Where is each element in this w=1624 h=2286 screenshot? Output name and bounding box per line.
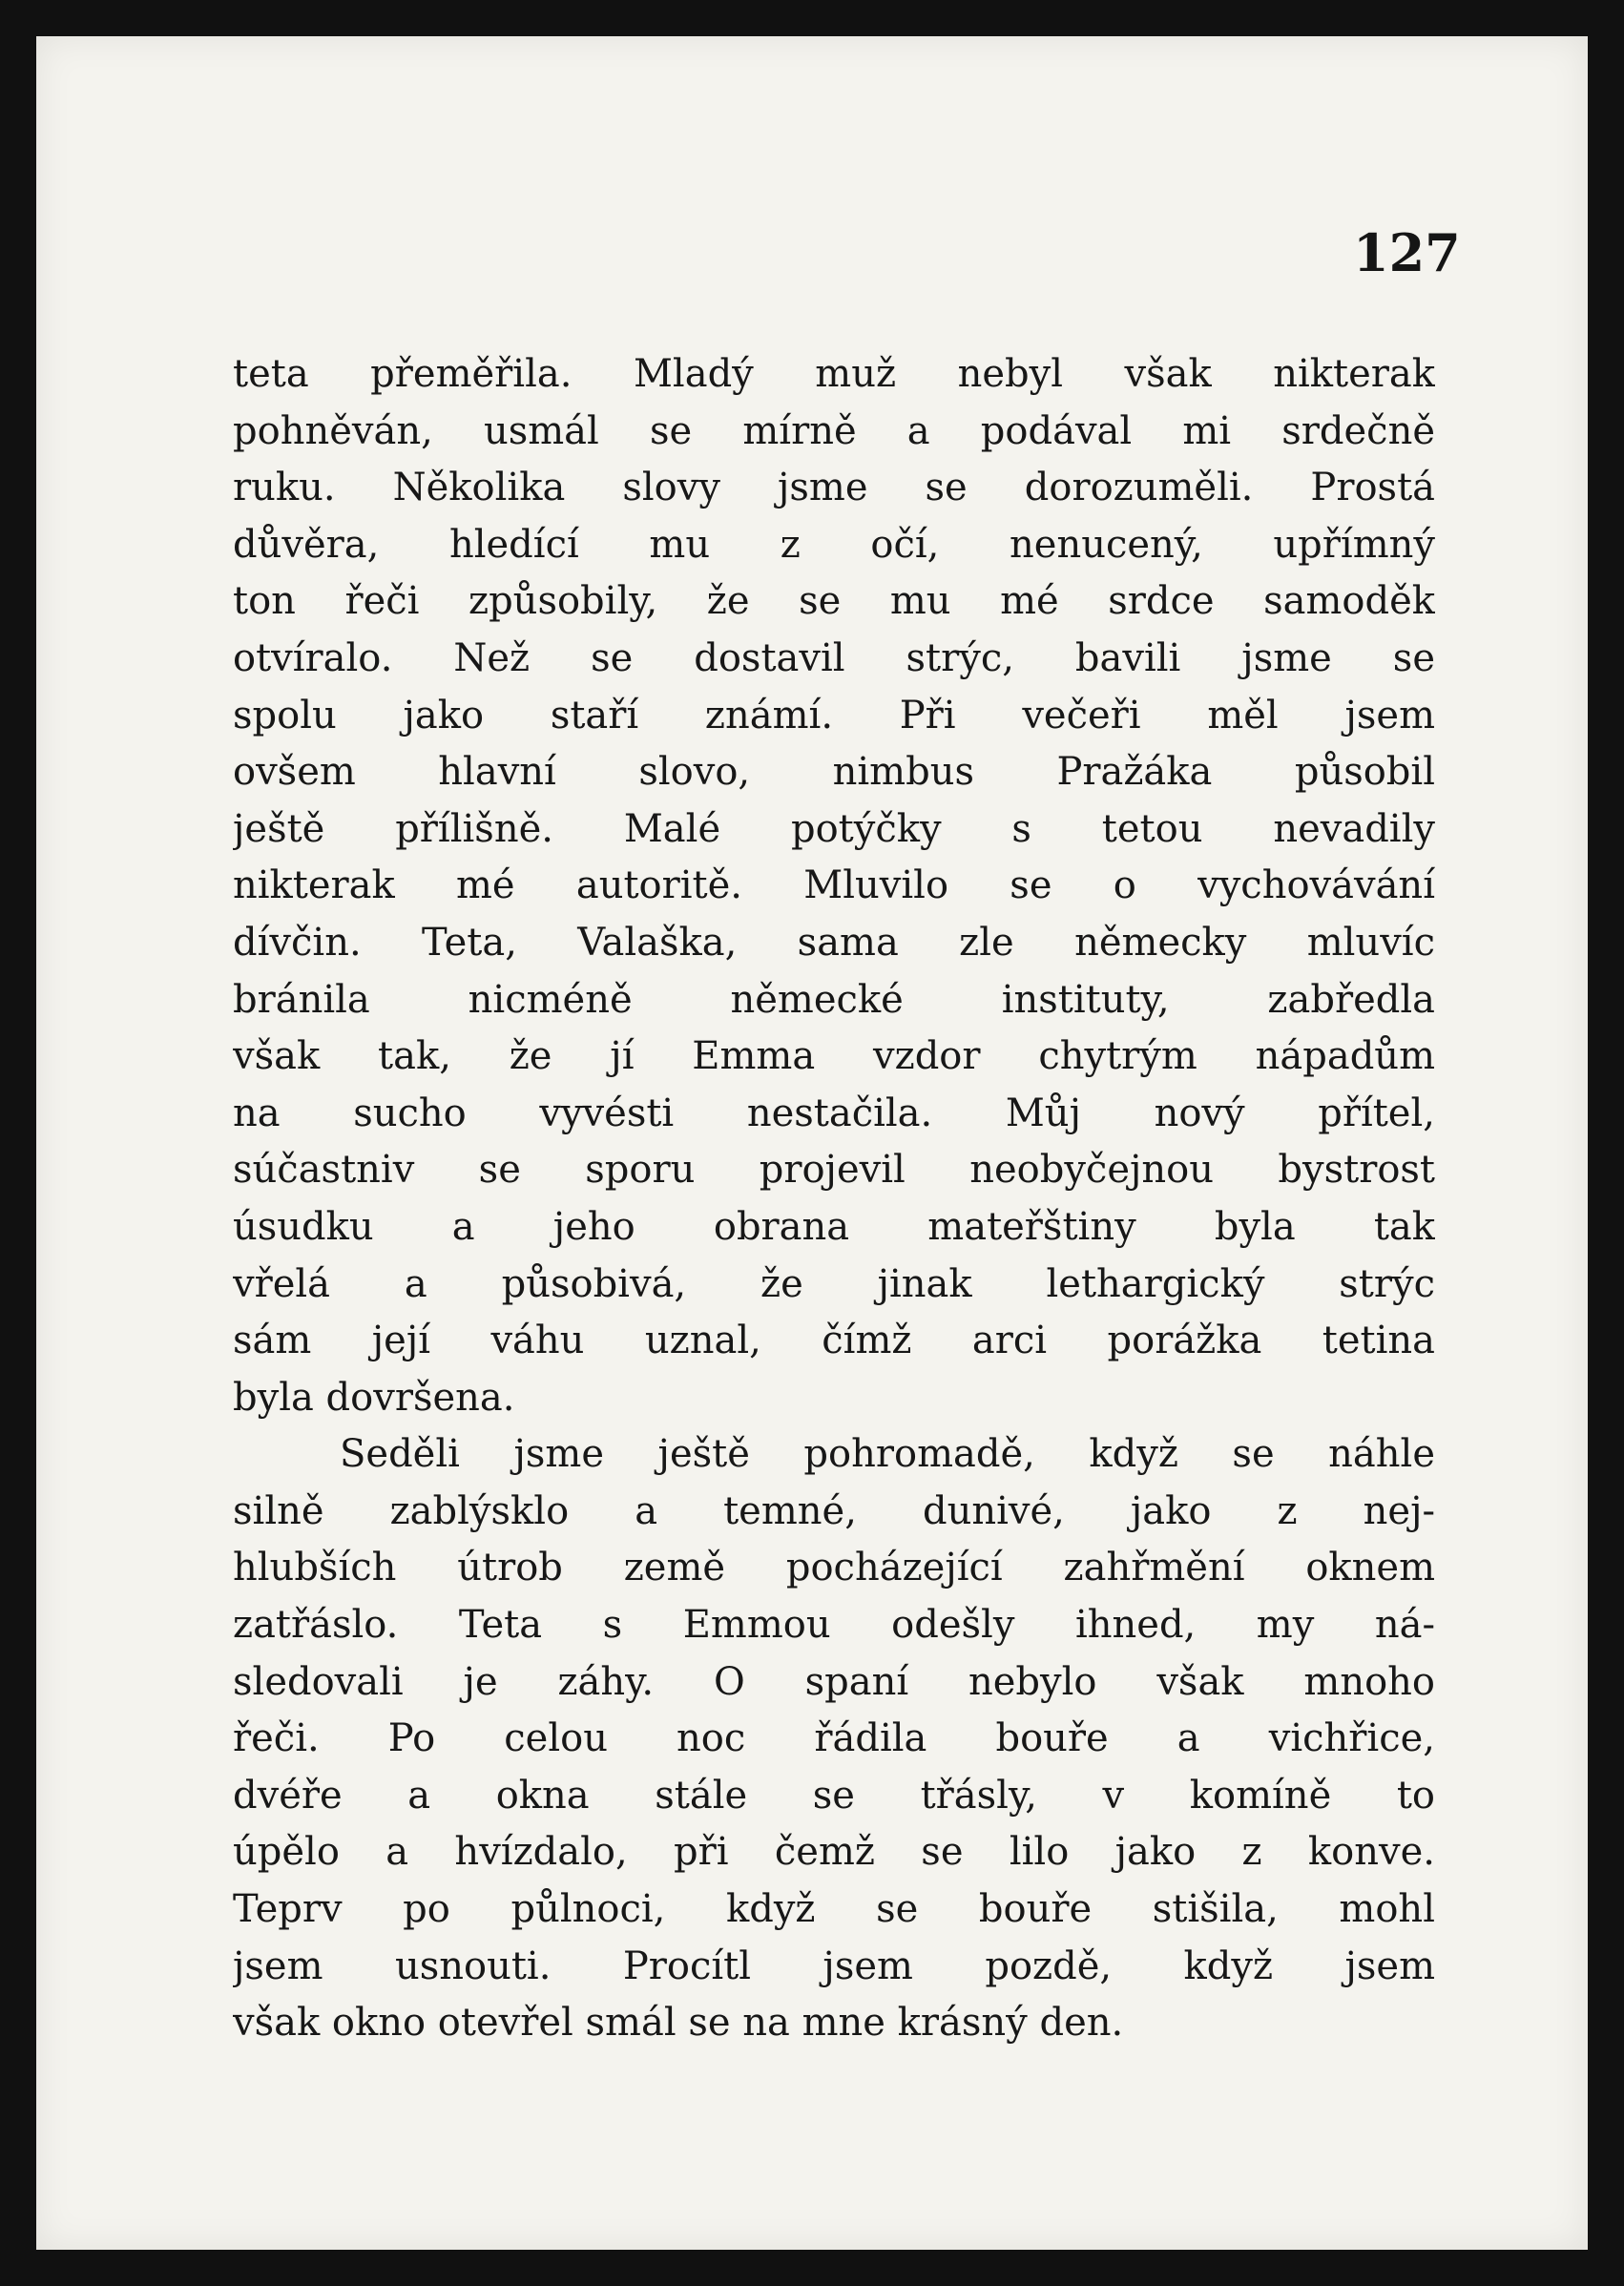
book-page [36,36,1588,2250]
text-line: jsem usnouti. Procítl jsem pozdě, když jsem [233,1943,1435,1988]
text-line: sám její váhu uznal, čímž arci porážka tetina [233,1319,1435,1363]
text-line: byla dovršena. [233,1375,515,1420]
page-number: 127 [1353,222,1461,283]
text-line: hlubších útrob země pocházející zahřmění oknem [233,1546,1435,1590]
text-line: však okno otevřel smál se na mne krásný den. [233,2001,1124,2046]
text-line: však tak, že jí Emma vzdor chytrým nápadům [233,1034,1435,1079]
text-line: zatřáslo. Teta s Emmou odešly ihned, my ná- [233,1603,1435,1648]
text-line: otvíralo. Než se dostavil strýc, bavili jsme se [233,635,1435,680]
body-text [233,346,1435,2052]
text-line: ještě přílišně. Malé potýčky s tetou nevadily [233,806,1435,851]
text-line: ruku. Několika slovy jsme se dorozuměli. Prostá [233,466,1435,510]
paragraph [233,346,1435,1426]
text-line: vřelá a působivá, že jinak lethargický strýc [233,1261,1435,1306]
text-line: dívčin. Teta, Valaška, sama zle německy mluvíc [233,920,1435,965]
paragraph [233,1426,1435,2052]
text-line: ton řeči způsobily, že se mu mé srdce samoděk [233,579,1435,624]
text-line: sledovali je záhy. O spaní nebylo však mnoho [233,1659,1435,1704]
text-line: důvěra, hledící mu z očí, nenucený, upřímný [233,522,1435,567]
text-line: spolu jako staří známí. Při večeři měl jsem [233,693,1435,738]
text-line: dvéře a okna stále se třásly, v komíně to [233,1773,1435,1818]
text-line: na sucho vyvésti nestačila. Můj nový přítel, [233,1091,1435,1135]
text-line: súčastniv se sporu projevil neobyčejnou bystrost [233,1148,1435,1193]
text-line: Teprv po půlnoci, když se bouře stišila, mohl [233,1887,1435,1932]
text-line: pohněván, usmál se mírně a podával mi srdečně [233,408,1435,453]
text-line: ovšem hlavní slovo, nimbus Pražáka působil [233,750,1435,795]
text-line: úpělo a hvízdalo, při čemž se lilo jako z konve. [233,1830,1435,1875]
text-line: nikterak mé autoritě. Mluvilo se o vychovávání [233,863,1435,908]
text-line: silně zablýsklo a temné, dunivé, jako z nej- [233,1488,1435,1533]
text-line: úsudku a jeho obrana mateřštiny byla tak [233,1204,1435,1249]
text-line: řeči. Po celou noc řádila bouře a vichřice, [233,1716,1435,1761]
text-line: teta přeměřila. Mladý muž nebyl však nikterak [233,352,1435,396]
text-line: bránila nicméně německé instituty, zabředla [233,977,1435,1022]
text-line: Seděli jsme ještě pohromadě, když se náhle [340,1432,1435,1477]
